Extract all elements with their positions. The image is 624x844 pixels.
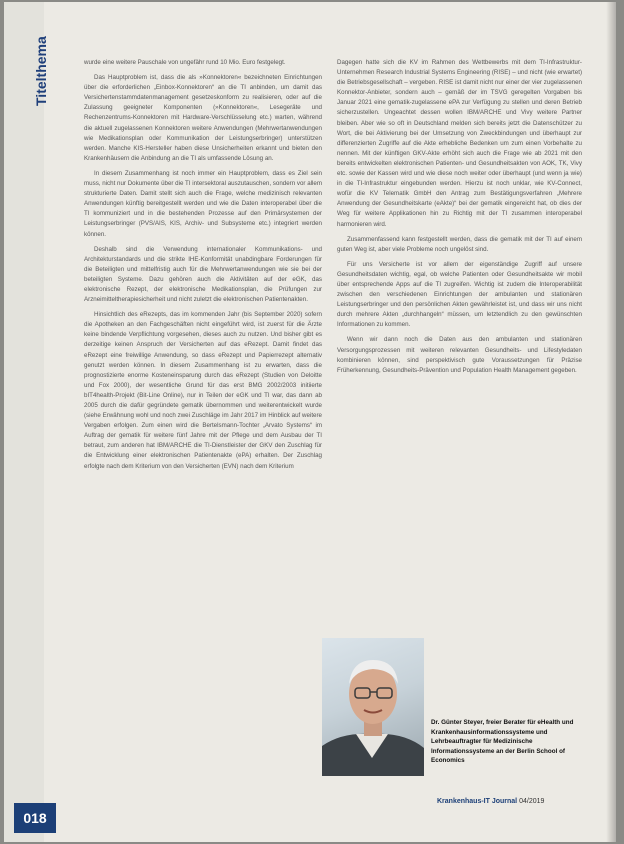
paragraph: Dagegen hatte sich die KV im Rahmen des Wettbewerbs mit dem TI-Infrastruktur-Unternehmen Research Industrial Systems Engineering (RISE) – und nicht (wie erwartet) die Betriebsgesellschaft – vergeben. RISE ist damit nicht nur einer der vier zugelassenen Konnektor-Anbieter, sondern auch – gemäß der im TSVG geregelten Vorgaben bis Januar 2021 eine gematik-zugelassene ePA zur Verfügung zu stellen und deren Betrieb sicherzustellen. Ungeachtet dessen wollen IBM/ARCHE und Vivy weitere Partner bleiben. Aber wie so oft in Deutschland melden sich bereits jetzt die Datenschützer zu Wort, die bei Aktivierung bei der Umsetzung von Zweckbindungen und überhaupt zur differenzierten Zugriffe auf die Akte erhebliche Bedenken um zum einen Vorbehalte zu nennen. Mit der künftigen GKV-Akte erhöht sich auch die Frage wie ab 2021 mit den bereits entwickelten elektronischen Patienten- und Gesundheitsakten von AOK, TK, Vivy etc. sowie der Kassen wird und wie diese noch weiter oder überhaupt (und wenn ja wie) in die TI-Infrastruktur eingebunden werden. Hierzu ist noch unklar, wie KV-Connect, wofür die KV Telematik GmbH den Antrag zum Bestätigungsverfahren „Mehrere Anwendung der Gesundheitskarte (eAkte)“ bei der gematik eingereicht hat, ob dies der Weg für weitere Applikationen hin zu Richtig mit der TI zusammen interoperabel harmonieren wird. [337,59,582,228]
article-column-right [337,58,582,381]
paragraph: Zusammenfassend kann festgestellt werden, dass die gematik mit der TI auf einem guten Weg ist, aber viele Probleme noch ungelöst sind. [337,235,582,253]
magazine-page [4,2,616,842]
paragraph: wurde eine weitere Pauschale von ungefähr rund 10 Mio. Euro festgelegt. [84,59,286,66]
page-footer [437,798,544,805]
paragraph: Wenn wir dann noch die Daten aus den ambulanten und stationären Versorgungsprozessen mit weiteren relevanten Gesundheits- und Lifestyledaten kombinieren können, sind perspektivisch gute Voraussetzungen für Präzise Früherkennung, Gesundheits-Prävention und Population Health Management gegeben. [337,336,582,374]
paragraph: Für uns Versicherte ist vor allem der eigenständige Zugriff auf unsere Gesundheitsdaten wichtig, egal, ob welche Patienten oder Gesundheitsakte wir mobil über entsprechende Apps auf die TI zugreifen. Wichtig ist zudem die Interoperabilität zwischen den verschiedenen Einrichtungen der ambulanten und stationären Leistungserbringer und den persönlichen Akten gewährleistet ist, und dass wir uns nicht durch mehrere Akten „durchhangeln“ müssen, um letztendlich zu den gewünschten Informationen zu kommen. [337,260,582,329]
author-photo [322,638,424,776]
issue-number: 04/2019 [519,798,545,805]
paragraph: Deshalb sind die Verwendung internationaler Kommunikations- und Architekturstandards und die strikte IHE-Konformität unabdingbare Forderungen für die Beteiligten und mittelfristig auch für die Mehrwertanwendungen wie sie bei der beteiligten Systeme. Dazu gehören auch die Aktivitäten auf der eGK, das elektronische Rezept, der elektronische Medikationsplan, die Prüfungen zur Arzneimitteltherapiesicherheit und nicht zuletzt die elektronischen Patientenakten. [84,245,322,304]
page-number: 018 [14,803,56,833]
author-bio: Dr. Günter Steyer, freier Berater für eHealth und Krankenhausinformationssysteme und Lehrbeauftragter für Medizinische Informationssysteme an der Berlin School of Economics [431,719,574,765]
paragraph: Hinsichtlich des eRezepts, das im kommenden Jahr (bis September 2020) sofern die Apotheken an den Fachgeschäften nicht eingeführt wird, ist zuerst für die Ärzte keine bindende Verpflichtung vorgesehen, dieses auch zu nutzen. Und bisher gibt es derzeitige keinen Anspruch der Versicherten auf das eRezept. Damit findet das eRezept eine freiwillige Anwendung, so dass eRezept und Papierrezept alternativ genutzt werden können. In diesem Zusammenhang ist zu erwarten, dass die prognostizierte enorme Kosteneinsparung durch das eRezept (Studien von Deloitte und Fox 2000), der wesentliche Grund für das erst BMG 2002/2003 initiierte bIT4health-Projekt (Bit-Line Online), nur in Teilen der eGK und TI war, das dann ab 2005 durch die dafür gegründete gematik übernommen und weiterentwickelt wurde (siehe Erwähnung wohl und noch zwei Zuschläge im Jahr 2017 im Hinblick auf weitere Vergaben erfolgen. Zum einen wird die Bertelsmann-Tochter „Arvato Systems“ im Auftrag der gematik für weitere fünf Jahre mit der Pflege und dem Ausbau der TI betraut, zum anderen hat IBM/ARCHE die TI-Dienstleister der GKV den Zuschlag für die Entwicklung einer elektronischen Patientenakte (ePA) erhalten. Der Zuschlag erfolgte nach dem Kriterium von den Versicherten (EVN) nach dem Kriterium [84,311,322,470]
paragraph: Das Hauptproblem ist, dass die als »Konnektoren« bezeichneten Einrichtungen über die erforderlichen „Einbox-Konnektoren“ an die TI anbinden, um damit das Versichertenstammdatenmanagement gesetzeskonform zu realisieren, oder auf die Zulassung geeigneter Komponenten (»Konnektoren«, Lesegeräte und Rechenzentrums-Konnektoren mit Hardware-Verschlüsselung etc.) warten, während die aktuell zugelassenen Konnektoren weitere Anwendungen (Mehrwertanwendungen wie Medikationsplan oder Kommunikation der Leistungserbringer) unterstützen werden. Manche KIS-Hersteller haben diese Unsicherheiten erkannt und bieten den Krankenhäusern die Anbindung an die TI als umfassende Lösung an. [84,74,322,162]
section-label: Titelthema [33,36,49,106]
journal-name: Krankenhaus-IT Journal [437,798,518,805]
article-column-left [84,58,322,477]
paragraph: In diesem Zusammenhang ist noch immer ein Hauptproblem, dass es Ziel sein muss, nicht nur Dokumente über die TI intersektoral auszutauschen, sondern vor allem strukturierte Daten. Damit stellt sich auch die Frage, welche medizinisch relevanten Anwendungen künftig bereitgestellt werden und wie die Daten interoperabel über die TI kommuniziert und in die bestehenden Prozesse auf den Primärsystemen der Leistungserbringer (PVS/AIS, KIS, Archiv- und Subsysteme etc.) integriert werden können. [84,169,322,238]
